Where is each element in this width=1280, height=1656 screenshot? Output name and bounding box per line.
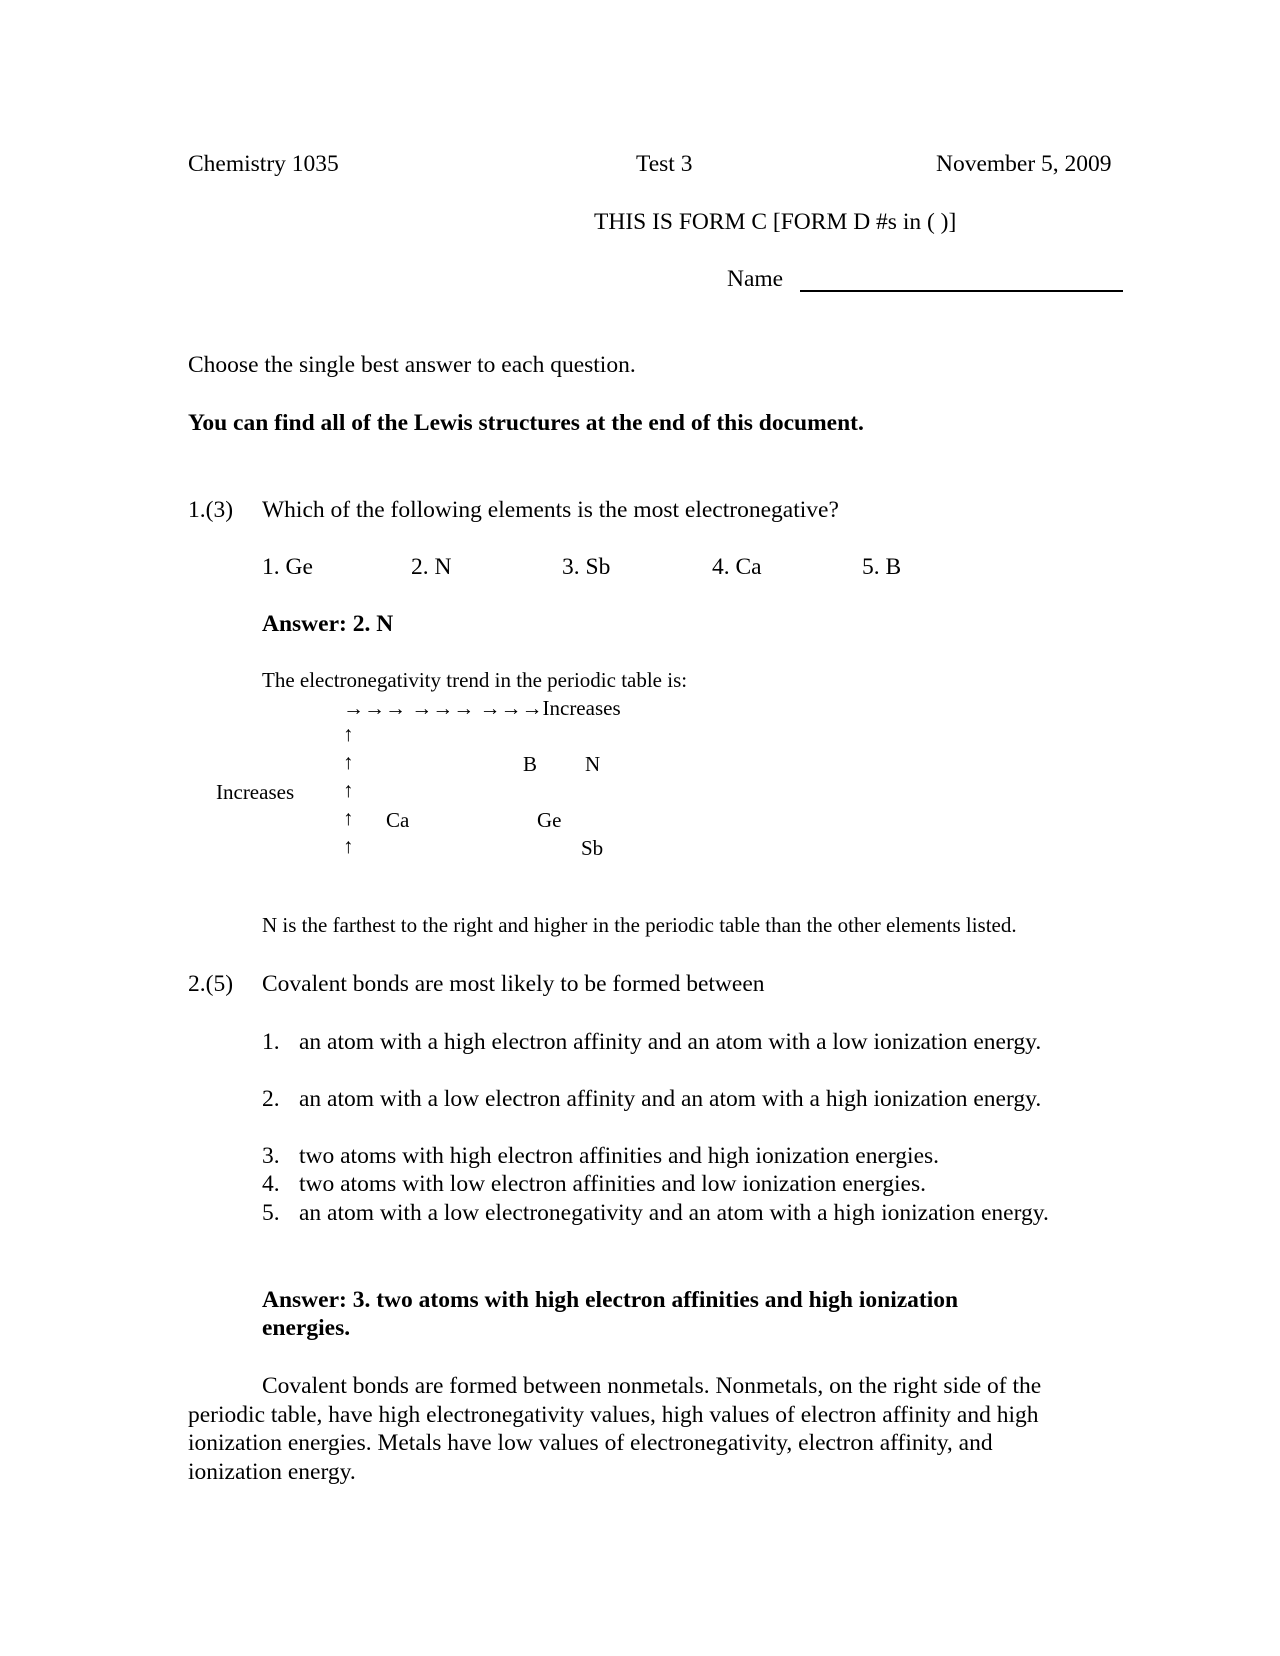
- up-arrow-icon: ↑: [343, 778, 354, 802]
- q2-text: Covalent bonds are most likely to be formed between: [262, 971, 765, 997]
- q2-option-1-number: 1.: [262, 1029, 280, 1055]
- instructions-text: Choose the single best answer to each question.: [188, 352, 636, 378]
- up-arrow-icon: ↑: [343, 750, 354, 774]
- q1-option-3: 3. Sb: [562, 554, 611, 580]
- element-ca: Ca: [386, 808, 410, 832]
- vertical-trend-label: Increases: [216, 780, 295, 804]
- q1-option-2: 2. N: [411, 554, 452, 580]
- lewis-structures-note: You can find all of the Lewis structures at the end of this document.: [188, 410, 864, 436]
- q2-explanation: Covalent bonds are formed between nonmetals. Nonmetals, on the right side of the periodic table, have high electronegativity values, high values of electron affinity and high ionization energies. Metals have low values of electronegativity, electron affinity, and ionization energy.: [188, 1373, 1042, 1485]
- up-arrow-icon: ↑: [343, 722, 354, 746]
- q1-explanation: N is the farthest to the right and higher in the periodic table than the other elements listed.: [262, 913, 1017, 937]
- q2-option-4-number: 4.: [262, 1171, 280, 1197]
- element-ge: Ge: [537, 808, 562, 832]
- q2-answer-line-1: Answer: 3. two atoms with high electron affinities and high ionization: [262, 1287, 959, 1313]
- q2-answer-line-2: energies.: [262, 1315, 351, 1341]
- q1-trend-intro: The electronegativity trend in the periodic table is:: [262, 668, 688, 692]
- test-date: November 5, 2009: [936, 151, 1112, 177]
- name-label: Name: [727, 266, 784, 292]
- q1-option-5: 5. B: [862, 554, 902, 580]
- q1-text: Which of the following elements is the most electronegative?: [262, 497, 839, 523]
- q2-option-5-text: an atom with a low electronegativity and an atom with a high ionization energy.: [299, 1200, 1049, 1226]
- course-title: Chemistry 1035: [188, 151, 339, 177]
- element-b: B: [523, 752, 538, 776]
- q1-option-1: 1. Ge: [262, 554, 313, 580]
- q1-answer: Answer: 2. N: [262, 611, 394, 637]
- q2-option-1-text: an atom with a high electron affinity and an atom with a low ionization energy.: [299, 1029, 1042, 1055]
- element-n: N: [585, 752, 601, 776]
- test-title: Test 3: [636, 151, 693, 177]
- q2-option-3-text: two atoms with high electron affinities and high ionization energies.: [299, 1143, 940, 1169]
- form-label: THIS IS FORM C [FORM D #s in ( )]: [594, 209, 957, 235]
- q2-option-4-text: two atoms with low electron affinities and low ionization energies.: [299, 1171, 926, 1197]
- q2-number: 2.(5): [188, 971, 234, 997]
- q2-option-2-number: 2.: [262, 1086, 280, 1112]
- q1-number: 1.(3): [188, 497, 234, 523]
- horizontal-trend-arrows: →→→ →→→ →→→Increases: [343, 696, 621, 720]
- up-arrow-icon: ↑: [343, 834, 354, 858]
- element-sb: Sb: [581, 836, 604, 860]
- q2-option-5-number: 5.: [262, 1200, 280, 1226]
- q2-option-3-number: 3.: [262, 1143, 280, 1169]
- q1-option-4: 4. Ca: [712, 554, 762, 580]
- up-arrow-icon: ↑: [343, 806, 354, 830]
- name-field-line: [800, 290, 1123, 292]
- q2-option-2-text: an atom with a low electron affinity and an atom with a high ionization energy.: [299, 1086, 1042, 1112]
